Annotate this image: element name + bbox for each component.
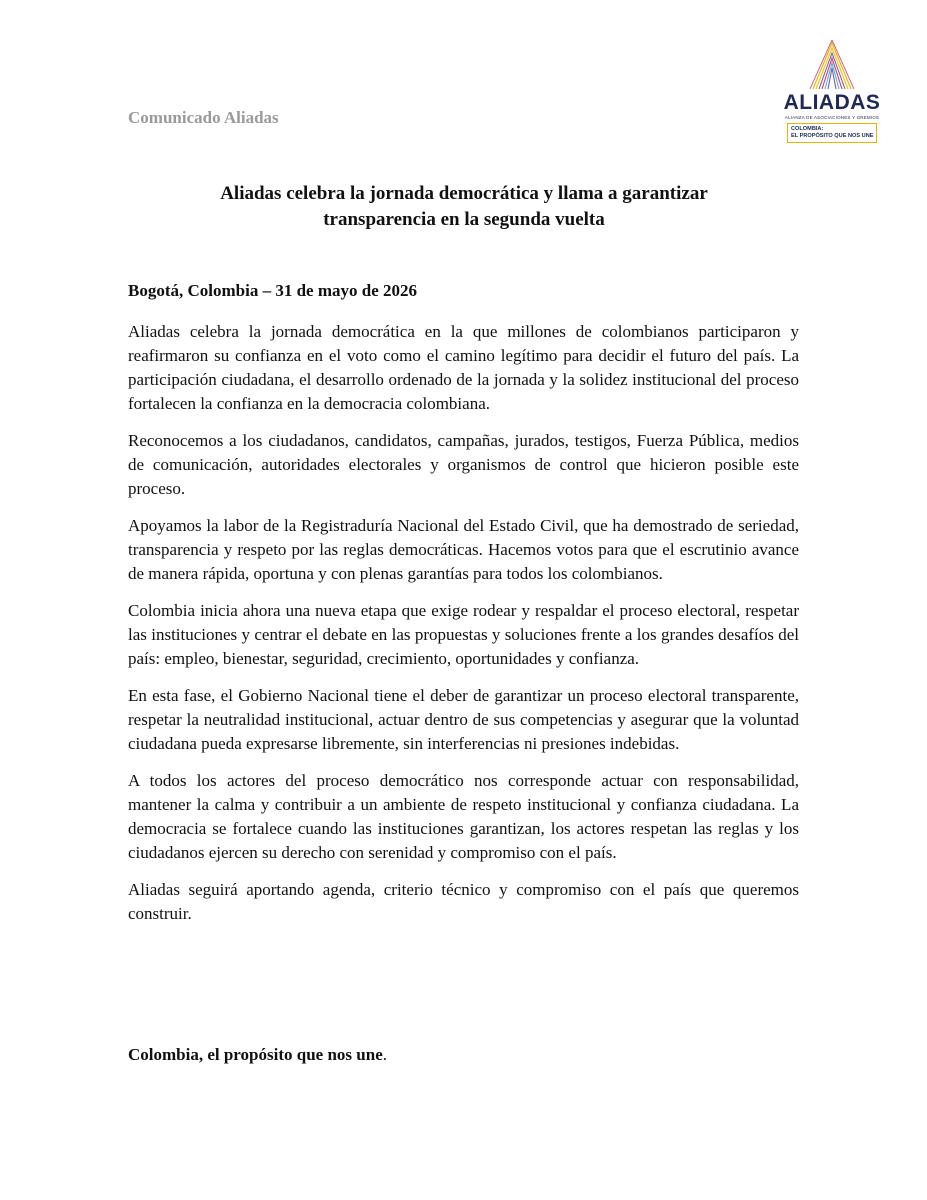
closing-slogan: Colombia, el propósito que nos une xyxy=(128,1045,383,1064)
header-label: Comunicado Aliadas xyxy=(128,108,279,127)
logo-tagline-line1: COLOMBIA: xyxy=(791,126,824,132)
dateline: Bogotá, Colombia – 31 de mayo de 2026 xyxy=(128,281,417,300)
paragraph-1: Aliadas celebra la jornada democrática en la que millones de colombianos participaron y reafirmaron su confianza en el voto como el camino legítimo para decidir el futuro del país. La participación ciudadana, el desarrollo ordenado de la jornada y la solidez institucional del proceso fortalecen la confianza en la democracia colombiana. xyxy=(128,322,799,413)
paragraph-7: Aliadas seguirá aportando agenda, criterio técnico y compromiso con el país que queremos construir. xyxy=(128,880,799,923)
logo-subtitle: ALIANZA DE ASOCIACIONES Y GREMIOS xyxy=(784,115,880,120)
paragraph-2: Reconocemos a los ciudadanos, candidatos, campañas, jurados, testigos, Fuerza Pública, medios de comunicación, autoridades electorales y organismos de control que hicieron posible este proceso. xyxy=(128,431,799,498)
body-text xyxy=(128,320,799,939)
aliadas-logo xyxy=(780,40,890,150)
document-title xyxy=(150,181,778,233)
logo-tagline-line2: EL PROPÓSITO QUE NOS UNE xyxy=(791,133,874,139)
paragraph-3: Apoyamos la labor de la Registraduría Nacional del Estado Civil, que ha demostrado de seriedad, transparencia y respeto por las reglas democráticas. Hacemos votos para que el escrutinio avance de manera rápida, oportuna y con plenas garantías para todos los colombianos. xyxy=(128,516,799,583)
paragraph-6: A todos los actores del proceso democrático nos corresponde actuar con responsabilidad, mantener la calma y contribuir a un ambiente de respeto institucional y confianza ciudadana. La democracia se fortalece cuando las instituciones garantizan, los actores respetan las reglas y los ciudadanos ejercen su derecho con serenidad y compromiso con el país. xyxy=(128,771,799,862)
logo-wordmark: ALIADAS xyxy=(783,91,881,114)
title-line-2: transparencia en la segunda vuelta xyxy=(323,209,605,230)
paragraph-5: En esta fase, el Gobierno Nacional tiene el deber de garantizar un proceso electoral transparente, respetar la neutralidad institucional, actuar dentro de sus competencias y asegurar que la voluntad ciudadana pueda expresarse libremente, sin interferencias ni presiones indebidas. xyxy=(128,686,799,753)
aliadas-a-mark-icon xyxy=(809,40,855,90)
logo-tagline-box xyxy=(787,123,877,143)
title-line-1: Aliadas celebra la jornada democrática y llama a garantizar xyxy=(220,183,708,204)
paragraph-4: Colombia inicia ahora una nueva etapa que exige rodear y respaldar el proceso electoral, respetar las instituciones y centrar el debate en las propuestas y soluciones frente a los grandes desafíos del país: empleo, bienestar, seguridad, crecimiento, oportunidades y confianza. xyxy=(128,601,799,668)
closing-line xyxy=(128,1043,387,1067)
closing-period: . xyxy=(382,1045,387,1064)
